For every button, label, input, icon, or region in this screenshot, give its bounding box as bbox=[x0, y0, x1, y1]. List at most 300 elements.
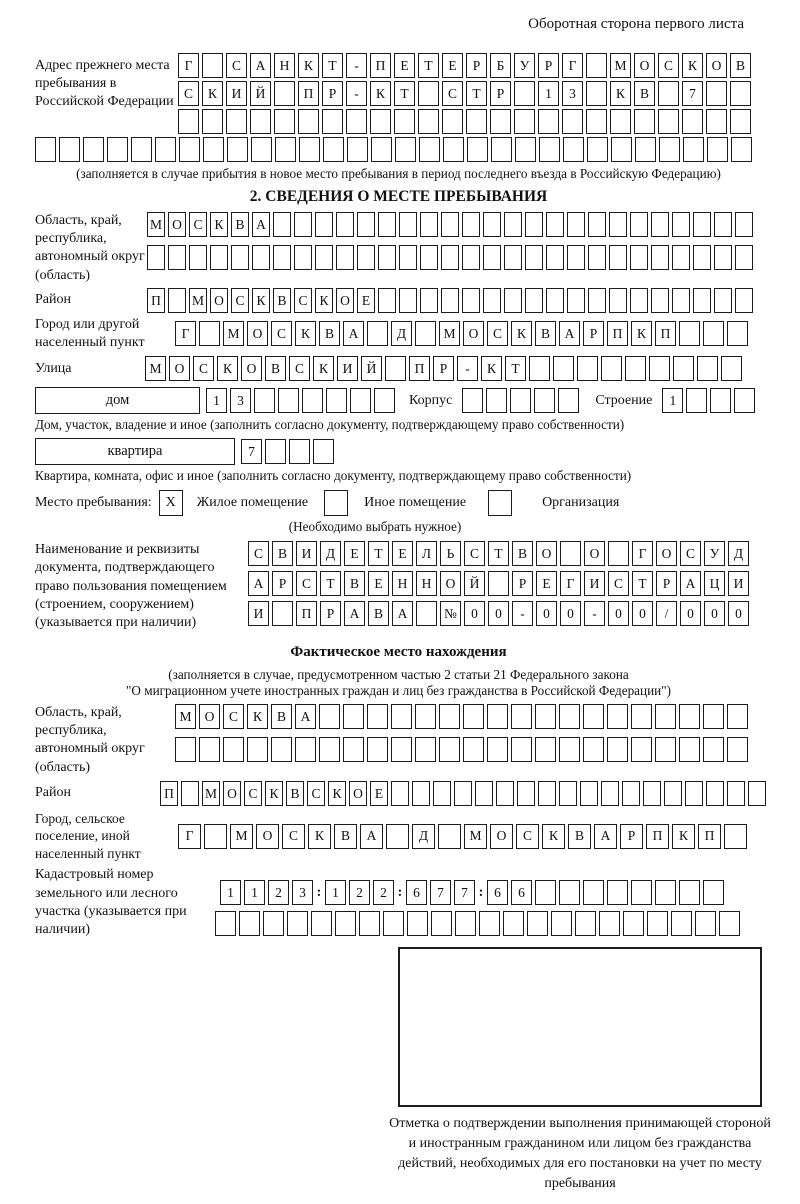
char-box[interactable] bbox=[525, 212, 543, 237]
char-box[interactable] bbox=[420, 288, 438, 313]
char-box[interactable]: 0 bbox=[464, 601, 485, 626]
char-box[interactable] bbox=[659, 137, 680, 162]
char-box[interactable] bbox=[83, 137, 104, 162]
char-box[interactable]: 1 bbox=[538, 81, 559, 106]
char-box[interactable]: П bbox=[409, 356, 430, 381]
char-box[interactable] bbox=[529, 356, 550, 381]
char-box[interactable] bbox=[204, 824, 227, 849]
char-box[interactable] bbox=[651, 288, 669, 313]
char-box[interactable]: С bbox=[289, 356, 310, 381]
char-box[interactable]: М bbox=[202, 781, 220, 806]
char-box[interactable]: Г bbox=[560, 571, 581, 596]
char-box[interactable]: 0 bbox=[560, 601, 581, 626]
char-box[interactable] bbox=[239, 911, 260, 936]
char-box[interactable]: Р bbox=[466, 53, 487, 78]
char-box[interactable]: С bbox=[226, 53, 247, 78]
char-box[interactable]: А bbox=[250, 53, 271, 78]
char-box[interactable] bbox=[343, 704, 364, 729]
char-box[interactable] bbox=[534, 388, 555, 413]
char-box[interactable] bbox=[394, 109, 415, 134]
char-box[interactable]: П bbox=[607, 321, 628, 346]
char-box[interactable]: О bbox=[656, 541, 677, 566]
char-box[interactable]: И bbox=[337, 356, 358, 381]
char-box[interactable] bbox=[155, 137, 176, 162]
char-box[interactable] bbox=[727, 737, 748, 762]
char-box[interactable] bbox=[693, 212, 711, 237]
char-box[interactable] bbox=[658, 109, 679, 134]
char-box[interactable]: О bbox=[210, 288, 228, 313]
char-box[interactable] bbox=[679, 880, 700, 905]
char-box[interactable]: К bbox=[328, 781, 346, 806]
char-box[interactable]: С bbox=[248, 541, 269, 566]
char-box[interactable] bbox=[335, 911, 356, 936]
char-box[interactable]: Т bbox=[418, 53, 439, 78]
char-box[interactable] bbox=[418, 109, 439, 134]
char-box[interactable]: А bbox=[295, 704, 316, 729]
char-box[interactable] bbox=[514, 109, 535, 134]
char-box[interactable]: Б bbox=[490, 53, 511, 78]
char-box[interactable] bbox=[323, 137, 344, 162]
char-box[interactable] bbox=[442, 109, 463, 134]
char-box[interactable] bbox=[181, 781, 199, 806]
char-box[interactable] bbox=[631, 704, 652, 729]
char-box[interactable] bbox=[559, 880, 580, 905]
char-box[interactable]: А bbox=[343, 321, 364, 346]
char-box[interactable] bbox=[601, 356, 622, 381]
char-box[interactable]: К bbox=[252, 288, 270, 313]
char-box[interactable]: К bbox=[672, 824, 695, 849]
char-box[interactable] bbox=[577, 356, 598, 381]
char-box[interactable]: С bbox=[516, 824, 539, 849]
char-box[interactable]: 1 bbox=[662, 388, 683, 413]
char-box[interactable] bbox=[350, 388, 371, 413]
char-box[interactable]: В bbox=[535, 321, 556, 346]
char-box[interactable] bbox=[559, 704, 580, 729]
char-box[interactable]: М bbox=[223, 321, 244, 346]
char-box[interactable] bbox=[454, 781, 472, 806]
char-box[interactable]: У bbox=[514, 53, 535, 78]
char-box[interactable] bbox=[588, 212, 606, 237]
char-box[interactable] bbox=[386, 824, 409, 849]
char-box[interactable] bbox=[630, 245, 648, 270]
char-box[interactable]: К bbox=[308, 824, 331, 849]
char-box[interactable] bbox=[563, 137, 584, 162]
char-box[interactable] bbox=[319, 704, 340, 729]
char-box[interactable]: Т bbox=[488, 541, 509, 566]
char-box[interactable]: О bbox=[223, 781, 241, 806]
char-box[interactable]: 0 bbox=[488, 601, 509, 626]
char-box[interactable]: Т bbox=[632, 571, 653, 596]
char-box[interactable] bbox=[289, 439, 310, 464]
char-box[interactable]: Т bbox=[322, 53, 343, 78]
char-box[interactable]: О bbox=[584, 541, 605, 566]
char-box[interactable]: - bbox=[512, 601, 533, 626]
char-box[interactable] bbox=[487, 704, 508, 729]
char-box[interactable] bbox=[685, 781, 703, 806]
char-box[interactable]: С bbox=[294, 288, 312, 313]
char-box[interactable]: С bbox=[178, 81, 199, 106]
char-box[interactable]: А bbox=[344, 601, 365, 626]
char-box[interactable] bbox=[357, 245, 375, 270]
char-box[interactable]: С bbox=[464, 541, 485, 566]
char-box[interactable] bbox=[679, 704, 700, 729]
char-box[interactable] bbox=[707, 137, 728, 162]
char-box[interactable] bbox=[525, 245, 543, 270]
char-box[interactable] bbox=[535, 704, 556, 729]
char-box[interactable]: - bbox=[346, 81, 367, 106]
char-box[interactable]: Г bbox=[562, 53, 583, 78]
char-box[interactable] bbox=[631, 880, 652, 905]
char-box[interactable]: 0 bbox=[536, 601, 557, 626]
char-box[interactable] bbox=[466, 109, 487, 134]
char-box[interactable]: Г bbox=[175, 321, 196, 346]
char-box[interactable]: М bbox=[147, 212, 165, 237]
char-box[interactable] bbox=[439, 737, 460, 762]
char-box[interactable]: 1 bbox=[244, 880, 265, 905]
char-box[interactable] bbox=[679, 321, 700, 346]
char-box[interactable]: Ь bbox=[440, 541, 461, 566]
char-box[interactable]: Д bbox=[728, 541, 749, 566]
char-box[interactable]: О bbox=[247, 321, 268, 346]
char-box[interactable]: А bbox=[248, 571, 269, 596]
char-box[interactable]: Р bbox=[538, 53, 559, 78]
char-box[interactable] bbox=[252, 245, 270, 270]
char-box[interactable] bbox=[567, 288, 585, 313]
char-box[interactable] bbox=[714, 288, 732, 313]
char-box[interactable] bbox=[273, 212, 291, 237]
char-box[interactable] bbox=[525, 288, 543, 313]
char-box[interactable] bbox=[226, 109, 247, 134]
char-box[interactable] bbox=[503, 911, 524, 936]
char-box[interactable] bbox=[599, 911, 620, 936]
char-box[interactable]: 6 bbox=[511, 880, 532, 905]
char-box[interactable]: 2 bbox=[268, 880, 289, 905]
char-box[interactable] bbox=[730, 81, 751, 106]
char-box[interactable] bbox=[311, 911, 332, 936]
char-box[interactable] bbox=[703, 704, 724, 729]
char-box[interactable] bbox=[710, 388, 731, 413]
char-box[interactable]: М bbox=[189, 288, 207, 313]
char-box[interactable]: В bbox=[273, 288, 291, 313]
char-box[interactable] bbox=[586, 109, 607, 134]
char-box[interactable] bbox=[658, 81, 679, 106]
char-box[interactable] bbox=[250, 109, 271, 134]
char-box[interactable] bbox=[416, 601, 437, 626]
char-box[interactable] bbox=[443, 137, 464, 162]
char-box[interactable]: 2 bbox=[373, 880, 394, 905]
char-box[interactable] bbox=[399, 245, 417, 270]
char-box[interactable] bbox=[630, 288, 648, 313]
char-box[interactable] bbox=[672, 212, 690, 237]
char-box[interactable]: М bbox=[145, 356, 166, 381]
char-box[interactable]: М bbox=[439, 321, 460, 346]
char-box[interactable]: П bbox=[646, 824, 669, 849]
char-box[interactable] bbox=[535, 880, 556, 905]
char-box[interactable]: О bbox=[440, 571, 461, 596]
char-box[interactable] bbox=[515, 137, 536, 162]
char-box[interactable]: К bbox=[202, 81, 223, 106]
char-box[interactable]: 0 bbox=[728, 601, 749, 626]
char-box[interactable] bbox=[558, 388, 579, 413]
char-box[interactable]: С bbox=[282, 824, 305, 849]
char-box[interactable] bbox=[346, 109, 367, 134]
char-box[interactable] bbox=[714, 245, 732, 270]
char-box[interactable] bbox=[583, 704, 604, 729]
char-box[interactable] bbox=[227, 137, 248, 162]
char-box[interactable]: С bbox=[307, 781, 325, 806]
char-box[interactable] bbox=[367, 321, 388, 346]
char-box[interactable] bbox=[475, 781, 493, 806]
char-box[interactable]: Т bbox=[394, 81, 415, 106]
char-box[interactable] bbox=[463, 704, 484, 729]
char-box[interactable] bbox=[251, 137, 272, 162]
char-box[interactable]: 7 bbox=[241, 439, 262, 464]
char-box[interactable]: А bbox=[680, 571, 701, 596]
char-box[interactable] bbox=[271, 737, 292, 762]
char-box[interactable]: К bbox=[265, 781, 283, 806]
char-box[interactable] bbox=[587, 137, 608, 162]
char-box[interactable] bbox=[483, 212, 501, 237]
char-box[interactable] bbox=[315, 245, 333, 270]
char-box[interactable]: Р bbox=[272, 571, 293, 596]
char-box[interactable] bbox=[504, 245, 522, 270]
char-box[interactable]: С bbox=[487, 321, 508, 346]
char-box[interactable] bbox=[462, 388, 483, 413]
char-box[interactable] bbox=[315, 212, 333, 237]
char-box[interactable]: Н bbox=[416, 571, 437, 596]
char-box[interactable]: Й bbox=[361, 356, 382, 381]
char-box[interactable]: 6 bbox=[406, 880, 427, 905]
char-box[interactable]: 3 bbox=[562, 81, 583, 106]
char-box[interactable] bbox=[559, 737, 580, 762]
char-box[interactable]: К bbox=[370, 81, 391, 106]
char-box[interactable]: К bbox=[682, 53, 703, 78]
char-box[interactable] bbox=[265, 439, 286, 464]
char-box[interactable] bbox=[412, 781, 430, 806]
char-box[interactable]: Е bbox=[392, 541, 413, 566]
char-box[interactable]: В bbox=[634, 81, 655, 106]
char-box[interactable]: Д bbox=[412, 824, 435, 849]
char-box[interactable] bbox=[399, 288, 417, 313]
char-box[interactable] bbox=[272, 601, 293, 626]
char-box[interactable]: Р bbox=[490, 81, 511, 106]
char-box[interactable] bbox=[168, 245, 186, 270]
char-box[interactable]: О bbox=[336, 288, 354, 313]
char-box[interactable] bbox=[370, 109, 391, 134]
char-box[interactable] bbox=[378, 245, 396, 270]
char-box[interactable]: 0 bbox=[680, 601, 701, 626]
char-box[interactable] bbox=[378, 288, 396, 313]
char-box[interactable] bbox=[703, 321, 724, 346]
char-box[interactable]: Т bbox=[320, 571, 341, 596]
char-box[interactable] bbox=[378, 212, 396, 237]
char-box[interactable]: С bbox=[189, 212, 207, 237]
char-box[interactable] bbox=[634, 109, 655, 134]
char-box[interactable] bbox=[609, 212, 627, 237]
char-box[interactable]: 1 bbox=[220, 880, 241, 905]
char-box[interactable] bbox=[727, 781, 745, 806]
char-box[interactable] bbox=[527, 911, 548, 936]
char-box[interactable] bbox=[703, 737, 724, 762]
char-box[interactable] bbox=[488, 571, 509, 596]
char-box[interactable]: В bbox=[344, 571, 365, 596]
char-box[interactable] bbox=[649, 356, 670, 381]
char-box[interactable] bbox=[655, 737, 676, 762]
char-box[interactable] bbox=[415, 321, 436, 346]
char-box[interactable] bbox=[441, 212, 459, 237]
char-box[interactable]: И bbox=[296, 541, 317, 566]
char-box[interactable] bbox=[462, 288, 480, 313]
char-box[interactable] bbox=[147, 245, 165, 270]
char-box[interactable] bbox=[511, 737, 532, 762]
char-box[interactable] bbox=[367, 737, 388, 762]
char-box[interactable] bbox=[607, 880, 628, 905]
char-box[interactable] bbox=[651, 245, 669, 270]
char-box[interactable]: А bbox=[594, 824, 617, 849]
char-box[interactable] bbox=[294, 245, 312, 270]
char-box[interactable] bbox=[491, 137, 512, 162]
char-box[interactable]: Л bbox=[416, 541, 437, 566]
char-box[interactable]: О bbox=[349, 781, 367, 806]
char-box[interactable] bbox=[538, 781, 556, 806]
char-box[interactable] bbox=[504, 288, 522, 313]
char-box[interactable] bbox=[374, 388, 395, 413]
char-box[interactable] bbox=[178, 109, 199, 134]
char-box[interactable]: Р bbox=[583, 321, 604, 346]
char-box[interactable]: П bbox=[296, 601, 317, 626]
char-box[interactable] bbox=[553, 356, 574, 381]
char-box[interactable] bbox=[322, 109, 343, 134]
char-box[interactable]: О bbox=[256, 824, 279, 849]
char-box[interactable]: № bbox=[440, 601, 461, 626]
char-box[interactable]: Е bbox=[536, 571, 557, 596]
char-box[interactable]: П bbox=[298, 81, 319, 106]
char-box[interactable] bbox=[734, 388, 755, 413]
char-box[interactable] bbox=[730, 109, 751, 134]
char-box[interactable] bbox=[672, 245, 690, 270]
char-box[interactable] bbox=[496, 781, 514, 806]
char-box[interactable]: И bbox=[728, 571, 749, 596]
char-box[interactable]: В bbox=[368, 601, 389, 626]
char-box[interactable] bbox=[202, 109, 223, 134]
char-box[interactable]: Т bbox=[466, 81, 487, 106]
char-box[interactable]: 6 bbox=[487, 880, 508, 905]
char-box[interactable]: 7 bbox=[682, 81, 703, 106]
char-box[interactable] bbox=[336, 212, 354, 237]
char-box[interactable]: С bbox=[223, 704, 244, 729]
char-box[interactable]: С bbox=[608, 571, 629, 596]
char-box[interactable] bbox=[441, 245, 459, 270]
char-box[interactable] bbox=[727, 321, 748, 346]
char-box[interactable] bbox=[462, 245, 480, 270]
char-box[interactable]: К bbox=[315, 288, 333, 313]
char-box[interactable]: К bbox=[313, 356, 334, 381]
char-box[interactable] bbox=[706, 781, 724, 806]
char-box[interactable] bbox=[567, 245, 585, 270]
char-box[interactable]: К bbox=[511, 321, 532, 346]
char-box[interactable] bbox=[210, 245, 228, 270]
char-box[interactable] bbox=[504, 212, 522, 237]
char-box[interactable] bbox=[175, 737, 196, 762]
char-box[interactable]: Н bbox=[274, 53, 295, 78]
char-box[interactable] bbox=[274, 109, 295, 134]
char-box[interactable] bbox=[679, 737, 700, 762]
char-box[interactable]: К bbox=[481, 356, 502, 381]
char-box[interactable] bbox=[735, 245, 753, 270]
char-box[interactable]: М bbox=[175, 704, 196, 729]
char-box[interactable] bbox=[433, 781, 451, 806]
char-box[interactable] bbox=[273, 245, 291, 270]
char-box[interactable]: И bbox=[584, 571, 605, 596]
char-box[interactable]: А bbox=[392, 601, 413, 626]
char-box[interactable] bbox=[215, 911, 236, 936]
char-box[interactable] bbox=[274, 81, 295, 106]
char-box[interactable] bbox=[724, 824, 747, 849]
char-box[interactable] bbox=[483, 245, 501, 270]
char-box[interactable] bbox=[418, 81, 439, 106]
char-box[interactable] bbox=[35, 137, 56, 162]
char-box[interactable] bbox=[535, 737, 556, 762]
char-box[interactable] bbox=[202, 53, 223, 78]
char-box[interactable]: - bbox=[346, 53, 367, 78]
stay-type-checkbox-organization[interactable] bbox=[488, 490, 512, 516]
char-box[interactable]: Р bbox=[656, 571, 677, 596]
char-box[interactable] bbox=[391, 737, 412, 762]
char-box[interactable] bbox=[415, 704, 436, 729]
char-box[interactable]: А bbox=[252, 212, 270, 237]
char-box[interactable]: С bbox=[271, 321, 292, 346]
char-box[interactable]: О bbox=[706, 53, 727, 78]
char-box[interactable] bbox=[278, 388, 299, 413]
char-box[interactable] bbox=[647, 911, 668, 936]
char-box[interactable]: М bbox=[610, 53, 631, 78]
char-box[interactable] bbox=[319, 737, 340, 762]
char-box[interactable] bbox=[231, 245, 249, 270]
char-box[interactable] bbox=[511, 704, 532, 729]
char-box[interactable]: В bbox=[265, 356, 286, 381]
char-box[interactable] bbox=[294, 212, 312, 237]
char-box[interactable] bbox=[546, 288, 564, 313]
char-box[interactable]: Р bbox=[320, 601, 341, 626]
char-box[interactable] bbox=[686, 388, 707, 413]
char-box[interactable] bbox=[610, 109, 631, 134]
char-box[interactable]: В bbox=[730, 53, 751, 78]
char-box[interactable]: Й bbox=[464, 571, 485, 596]
char-box[interactable]: К bbox=[610, 81, 631, 106]
char-box[interactable] bbox=[695, 911, 716, 936]
char-box[interactable]: 0 bbox=[608, 601, 629, 626]
char-box[interactable] bbox=[608, 541, 629, 566]
char-box[interactable]: О bbox=[199, 704, 220, 729]
char-box[interactable] bbox=[299, 137, 320, 162]
char-box[interactable]: 1 bbox=[325, 880, 346, 905]
char-box[interactable] bbox=[347, 137, 368, 162]
char-box[interactable] bbox=[275, 137, 296, 162]
char-box[interactable] bbox=[623, 911, 644, 936]
char-box[interactable] bbox=[343, 737, 364, 762]
char-box[interactable]: М bbox=[230, 824, 253, 849]
char-box[interactable]: 0 bbox=[632, 601, 653, 626]
char-box[interactable]: В bbox=[231, 212, 249, 237]
char-box[interactable] bbox=[168, 288, 186, 313]
char-box[interactable]: П bbox=[698, 824, 721, 849]
char-box[interactable] bbox=[59, 137, 80, 162]
char-box[interactable]: С bbox=[442, 81, 463, 106]
char-box[interactable]: И bbox=[248, 601, 269, 626]
char-box[interactable] bbox=[588, 245, 606, 270]
char-box[interactable] bbox=[586, 81, 607, 106]
char-box[interactable]: И bbox=[226, 81, 247, 106]
